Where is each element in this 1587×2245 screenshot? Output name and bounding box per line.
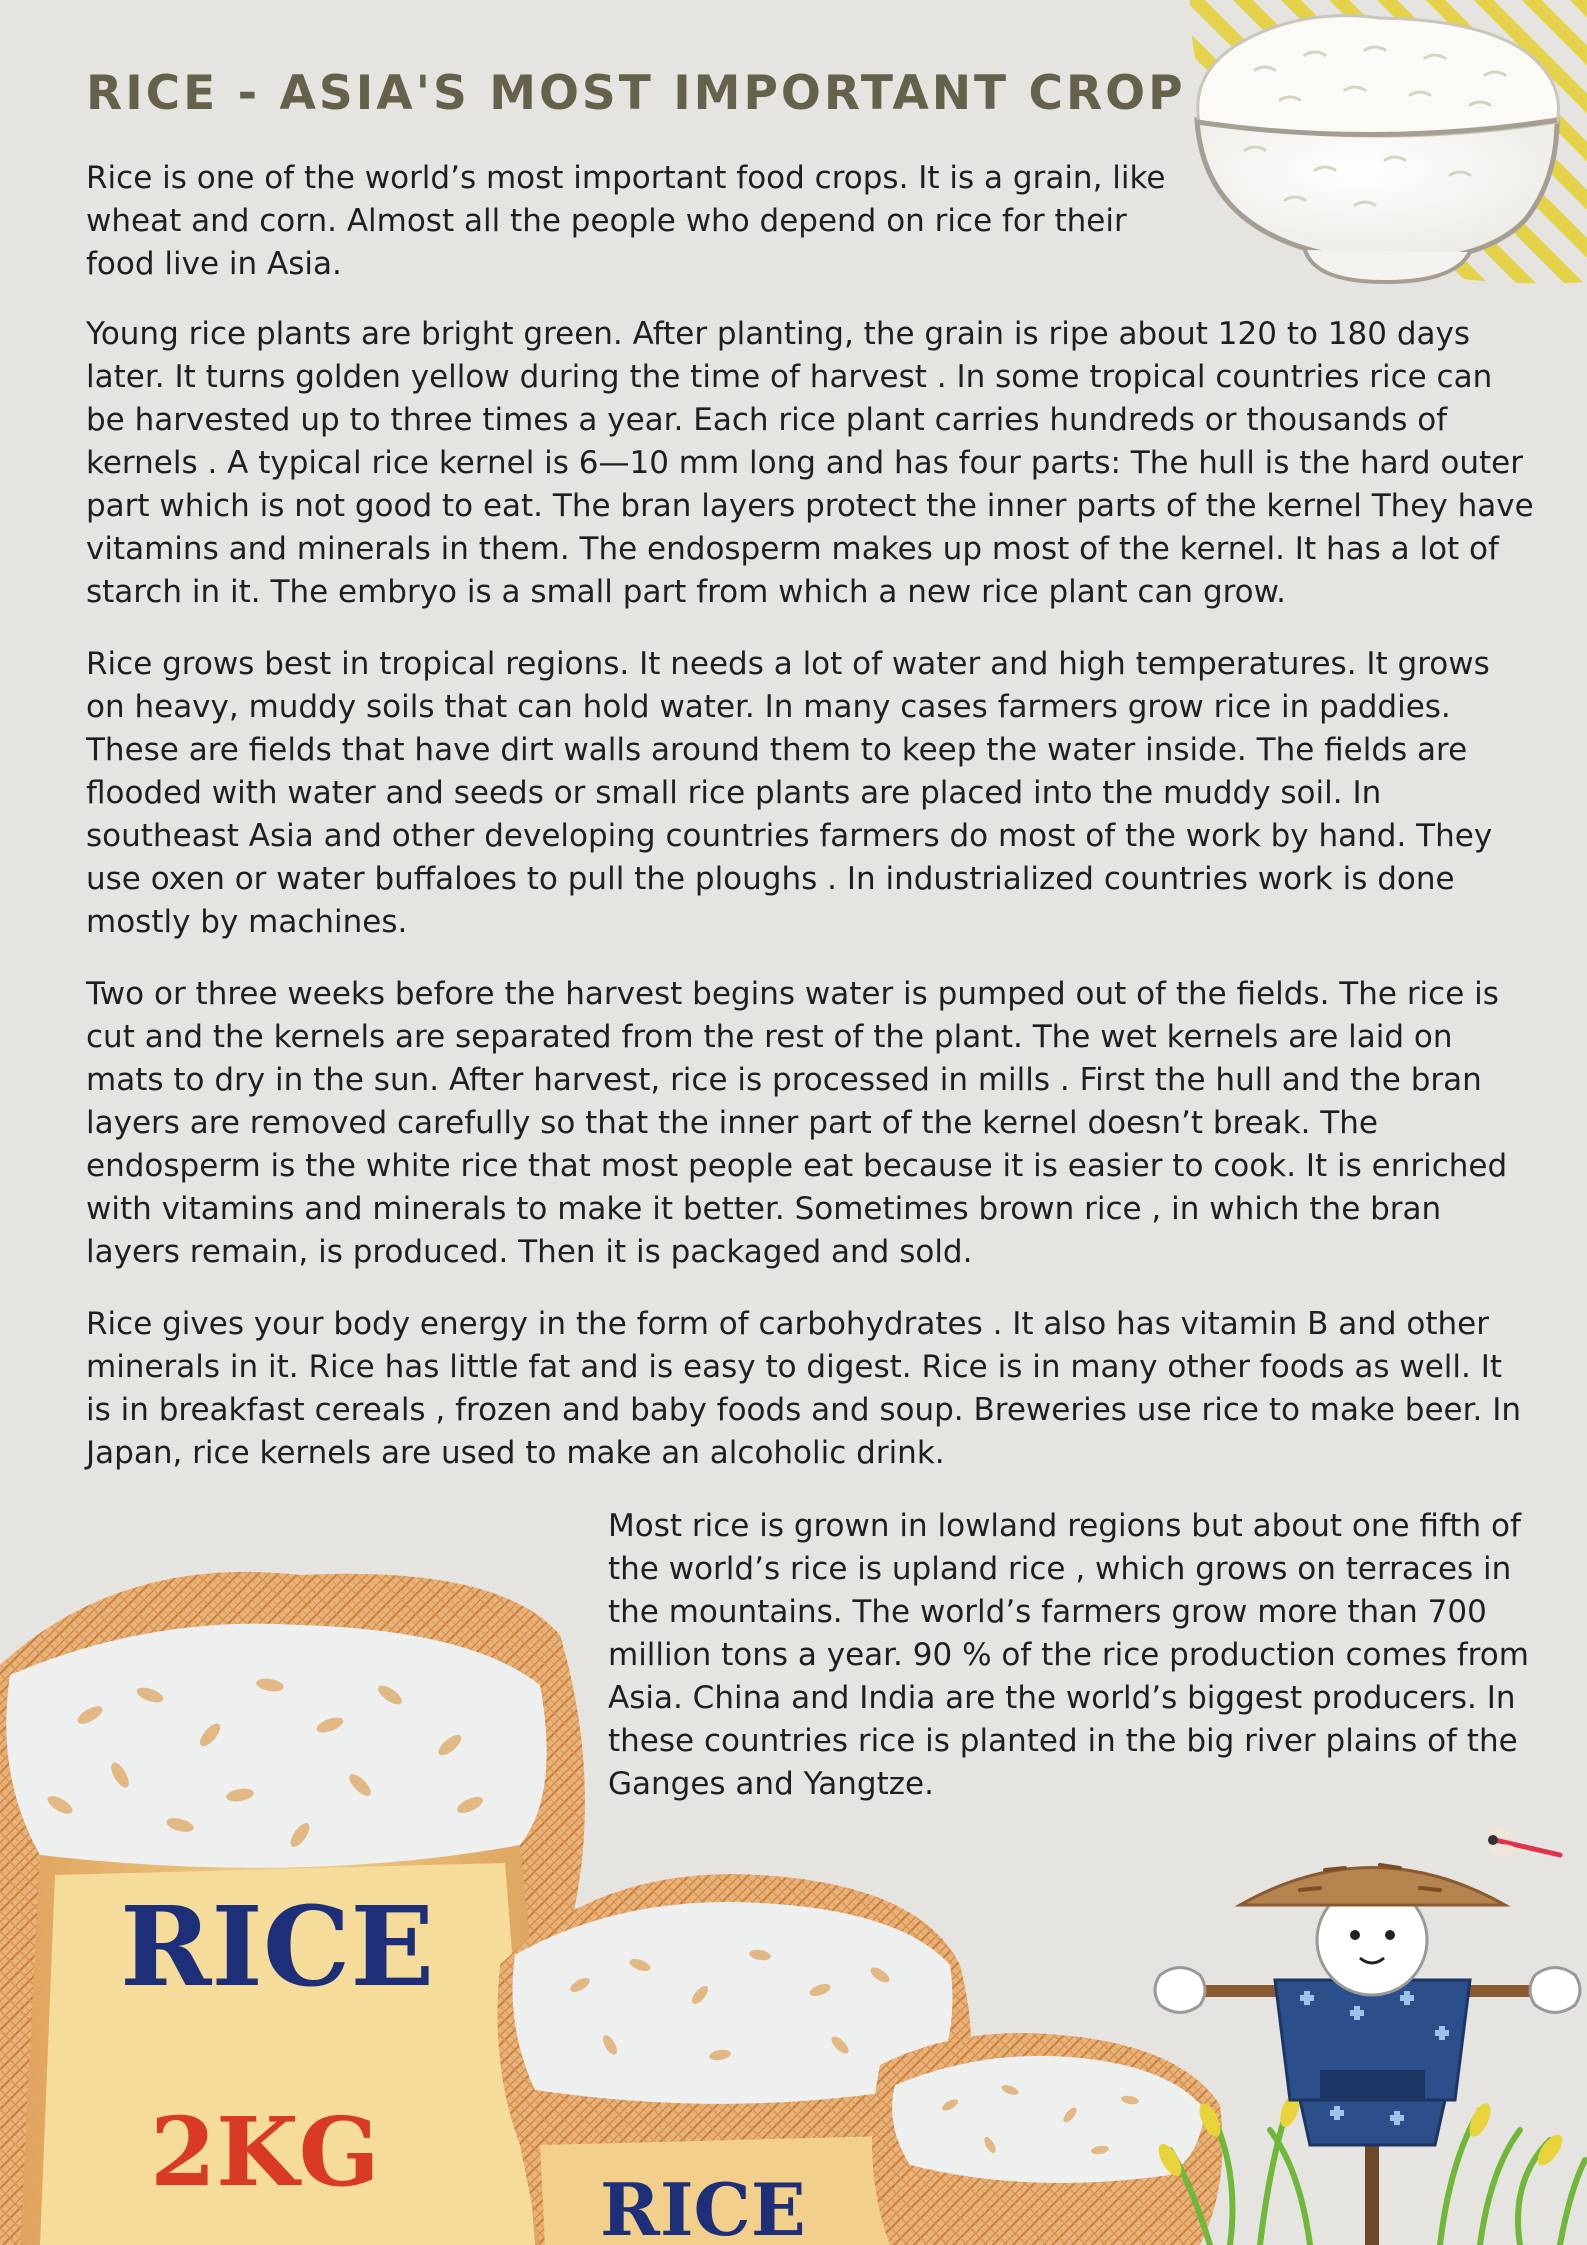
dragonfly-icon [1486,1826,1560,1856]
paragraph-nutrition: Rice gives your body energy in the form of carbohydrates . It also has vitamin B and other minerals in it. Rice has little fat and is easy to digest. Rice is in many other foods as well. It is in breakfast cereals , frozen and baby foods and soup. Breweries use rice to make beer. In Japan, rice kernels are used to make an alcoholic drink. [86,1306,1521,1471]
rice-sacks-illustration [0,1545,1230,2245]
scarecrow-illustration [1150,1810,1587,2245]
rice-sack-large [0,1572,585,2245]
paragraph-growing: Rice grows best in tropical regions. It needs a lot of water and high temperatures. It grows on heavy, muddy soils that can hold water. In many cases farmers grow rice in paddies. These are fields that have dirt walls around them to keep the water inside. The fields are flooded with water and seeds or small rice plants are placed into the muddy soil. In southeast Asia and other developing countries farmers do most of the work by hand. They use oxen or water buffaloes to pull the ploughs . In industrialized countries work is done mostly by machines. [86,646,1493,940]
rice-sack-large-weight: 2KG [150,2097,380,2208]
paragraph-rice-plants: Young rice plants are bright green. After planting, the grain is ripe about 120 to 180 days later. It turns golden yellow during the time of harvest . In some tropical countries rice can be harvested up to three times a year. Each rice plant carries hundreds or thousands of kernels . A typical rice kernel is 6—10 mm long and has four parts: The hull is the hard outer part which is not good to eat. The bran layers protect the inner parts of the kernel They have vitamins and minerals in them. The endosperm makes up most of the kernel. It has a lot of starch in it. The embryo is a small part from which a new rice plant can grow. [86,316,1534,610]
paragraph-harvest: Two or three weeks before the harvest begins water is pumped out of the fields. The rice is cut and the kernels are separated from the rest of the plant. The wet kernels are laid on mats to dry in the sun. After harvest, rice is processed in mills . First the hull and the bran layers are removed carefully so that the inner part of the kernel doesn’t break. The endosperm is the white rice that most people eat because it is easier to cook. It is enriched with vitamins and minerals to make it better. Sometimes brown rice , in which the bran layers remain, is produced. Then it is packaged and sold. [86,976,1508,1270]
paragraph-intro: Rice is one of the world’s most important food crops. It is a grain, like wheat and corn. Almost all the people who depend on rice for their food live in Asia. [86,160,1166,282]
page-title: RICE - ASIA'S MOST IMPORTANT CROP [86,66,1186,121]
rice-bowl-illustration [1185,0,1587,285]
paragraph-production: Most rice is grown in lowland regions but about one fifth of the world’s rice is upland rice , which grows on terraces in the mountains. The world’s farmers grow more than 700 million tons a year. 90 % of the rice production comes from Asia. China and India are the world’s biggest producers. In these countries rice is planted in the big river plains of the Ganges and Yangtze. [608,1508,1529,1802]
rice-sack-large-label: RICE [120,1882,435,2011]
rice-sack-medium-label: RICE [600,2167,806,2245]
